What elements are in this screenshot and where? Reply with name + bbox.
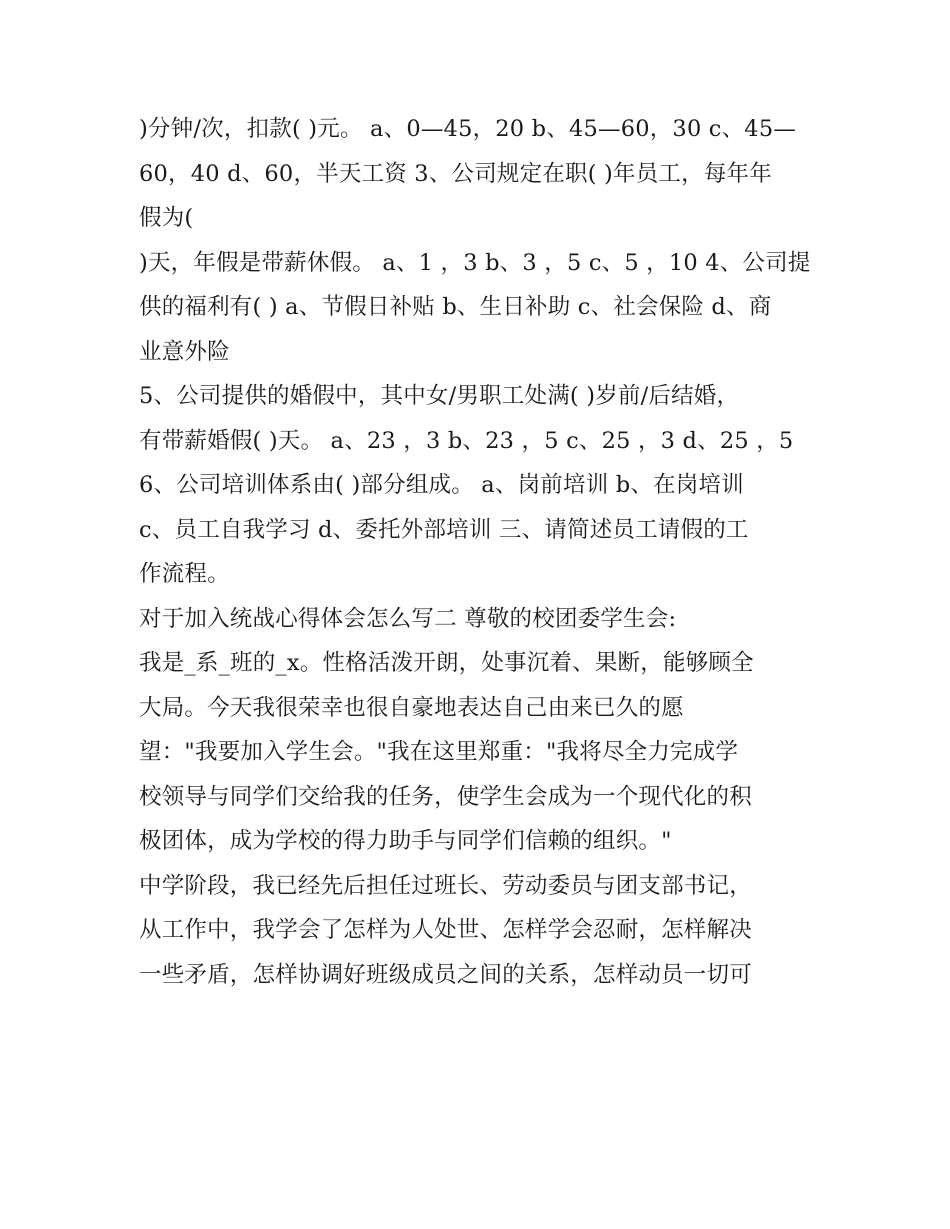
text-line: 60，40 d、60，半天工资 3、公司规定在职( )年员工，每年年 bbox=[139, 160, 772, 187]
text-line: c、员工自我学习 d、委托外部培训 三、请简述员工请假的工 bbox=[139, 516, 749, 543]
text-line: 一些矛盾，怎样协调好班级成员之间的关系，怎样动员一切可 bbox=[139, 961, 752, 988]
text-line: 作流程。 bbox=[139, 561, 230, 587]
text-line: )天，年假是带薪休假。 a、1 ，3 b、3 ，5 c、5 ，10 4、公司提 bbox=[139, 249, 811, 276]
text-line: )分钟/次，扣款( )元。 a、0—45，20 b、45—60，30 c、45— bbox=[139, 116, 797, 142]
text-line: 从工作中，我学会了怎样为人处世、怎样学会忍耐，怎样解决 bbox=[139, 917, 752, 943]
text-line: 中学阶段，我已经先后担任过班长、劳动委员与团支部书记， bbox=[139, 872, 752, 899]
text-line: 大局。今天我很荣幸也很自豪地表达自己由来已久的愿 bbox=[139, 694, 684, 721]
text-line: 有带薪婚假( )天。 a、23 ，3 b、23 ，5 c、25 ，3 d、25 ，5 bbox=[139, 427, 794, 454]
text-line: 5、公司提供的婚假中，其中女/男职工处满( )岁前/后结婚， bbox=[139, 383, 740, 409]
text-line: 6、公司培训体系由( )部分组成。 a、岗前培训 b、在岗培训 bbox=[139, 472, 744, 498]
text-line: 对于加入统战心得体会怎么写二 尊敬的校团委学生会: bbox=[139, 605, 677, 632]
text-line: 极团体，成为学校的得力助手与同学们信赖的组织。" bbox=[139, 828, 672, 854]
text-line: 我是_系_班的_x。性格活泼开朗，处事沉着、果断，能够顾全 bbox=[139, 650, 754, 676]
text-line: 业意外险 bbox=[139, 338, 230, 365]
document-body bbox=[139, 107, 819, 997]
text-line: 望："我要加入学生会。"我在这里郑重："我将尽全力完成学 bbox=[139, 739, 739, 765]
text-line: 供的福利有( ) a、节假日补贴 b、生日补助 c、社会保险 d、商 bbox=[139, 294, 772, 320]
text-line: 假为( bbox=[139, 205, 194, 231]
text-line: 校领导与同学们交给我的任务，使学生会成为一个现代化的积 bbox=[139, 783, 752, 810]
